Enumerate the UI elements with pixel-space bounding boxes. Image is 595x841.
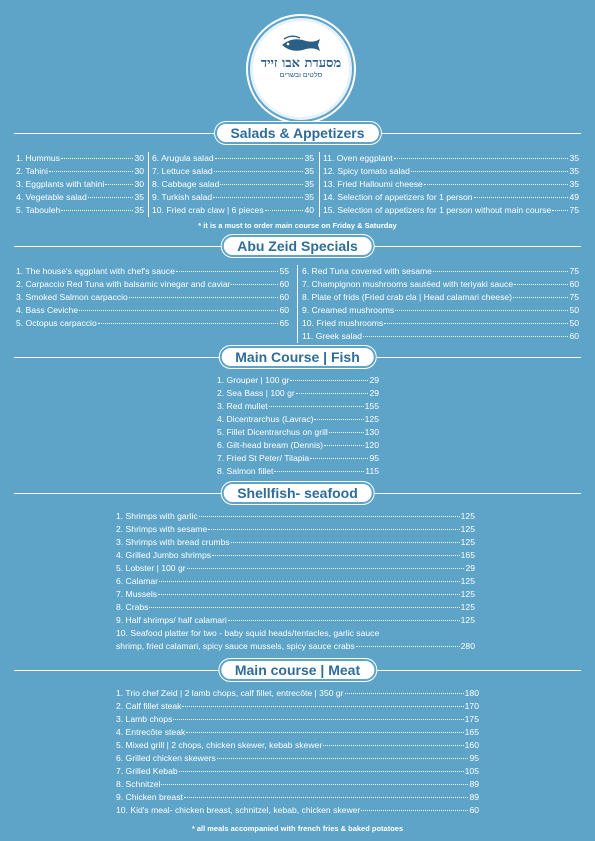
item-price: 125 [460, 589, 475, 599]
item-name: 8. Crabs [116, 602, 149, 612]
dot-leader [159, 581, 460, 582]
column-divider [148, 152, 149, 217]
menu-item [16, 304, 289, 317]
dot-leader [98, 323, 279, 324]
item-price: 75 [569, 266, 579, 276]
menu-item [302, 265, 579, 278]
item-name: 6. Red Tuna covered with sesame [302, 266, 432, 276]
item-price: 60 [469, 805, 479, 815]
dot-leader [79, 310, 278, 311]
item-price: 175 [464, 714, 479, 724]
dot-leader [269, 406, 364, 407]
menu-item [116, 687, 479, 700]
item-price: 65 [279, 318, 289, 328]
dot-leader [213, 197, 303, 198]
item-price: 115 [365, 466, 379, 476]
item-name: 3. Lamb chops [116, 714, 173, 724]
item-price: 280 [460, 641, 475, 651]
item-name: 7. Lettuce salad [152, 166, 213, 176]
item-name: 4. Bass Ceviche [16, 305, 79, 315]
item-price: 75 [569, 205, 579, 215]
section-title: Main course | Meat [221, 661, 374, 679]
dot-leader [228, 620, 460, 621]
item-price: 35 [134, 192, 144, 202]
dot-leader [88, 197, 134, 198]
item-name: 9. Creamed mushrooms [302, 305, 395, 315]
menu-item [116, 700, 479, 713]
menu-item [302, 317, 579, 330]
menu-item [116, 588, 475, 601]
item-name: 5. Mixed grill | 2 chops, chicken skewer, kebab skewer [116, 740, 323, 750]
friday-saturday-note: * it is a must to order main course on Friday & Saturday [198, 221, 397, 230]
item-price: 50 [569, 305, 579, 315]
item-name: 3. Shrimps with bread crumbs [116, 537, 230, 547]
dot-leader [215, 158, 304, 159]
item-price: 125 [460, 511, 475, 521]
dot-leader [184, 797, 469, 798]
menu-item [152, 191, 314, 204]
item-price: 180 [464, 688, 479, 698]
logo-text-sub: סלטים ובשרים [279, 72, 323, 79]
dot-leader [220, 184, 303, 185]
restaurant-logo [250, 18, 352, 120]
item-name: 1. Shrimps with garlic [116, 511, 198, 521]
menu-item [217, 387, 379, 400]
menu-item [302, 278, 579, 291]
item-name: 3. Eggplants with tahini [16, 179, 105, 189]
menu-item [116, 739, 479, 752]
menu-item [217, 439, 379, 452]
item-name: 5. Fillet Dicentrarchus on grill [217, 427, 328, 437]
item-price: 35 [569, 166, 579, 176]
section-title: Abu Zeid Specials [223, 237, 372, 255]
menu-item [116, 562, 475, 575]
menu-item [116, 549, 475, 562]
item-name: 3. Red mullet [217, 401, 268, 411]
dot-leader [433, 271, 569, 272]
section-header-shellfish [0, 484, 595, 504]
salads-column-1 [16, 152, 144, 217]
item-price: 165 [460, 550, 475, 560]
meat-list [116, 687, 479, 817]
dot-leader [105, 184, 133, 185]
item-price: 120 [364, 440, 379, 450]
menu-item [152, 204, 314, 217]
menu-item [116, 523, 475, 536]
dot-leader [395, 310, 568, 311]
item-name: 6. Grilled chicken skewers [116, 753, 216, 763]
dot-leader [424, 184, 569, 185]
dot-leader [411, 171, 568, 172]
dot-leader [161, 784, 468, 785]
menu-item-seafood-platter [116, 627, 475, 640]
dot-leader [356, 646, 460, 647]
item-price: 125 [460, 615, 475, 625]
column-divider [319, 152, 320, 217]
item-name: 3. Smoked Salmon carpaccio [16, 292, 128, 302]
item-name: 12. Spicy tomato salad [323, 166, 410, 176]
item-price: 125 [460, 524, 475, 534]
item-price: 60 [279, 305, 289, 315]
menu-item [323, 191, 579, 204]
menu-item [152, 178, 314, 191]
dot-leader [231, 284, 278, 285]
menu-item [116, 765, 479, 778]
dot-leader [290, 380, 368, 381]
menu-item [116, 804, 479, 817]
dot-leader [296, 393, 369, 394]
menu-item [152, 152, 314, 165]
dot-leader [49, 171, 134, 172]
logo-text-main: מסעדת אבו זייד [260, 56, 342, 71]
item-name: 7. Fried St Peter/ Tilapia [217, 453, 310, 463]
dot-leader [329, 432, 364, 433]
section-title: Main Course | Fish [221, 348, 374, 366]
menu-item [116, 510, 475, 523]
menu-item [116, 614, 475, 627]
item-name: 10. Kid's meal- chicken breast, schnitzel, kebab, chicken skewer [116, 805, 361, 815]
dot-leader [384, 323, 568, 324]
item-price: 75 [569, 292, 579, 302]
dot-leader [182, 706, 463, 707]
menu-item [16, 178, 144, 191]
menu-item [323, 204, 579, 217]
dot-leader [186, 732, 463, 733]
item-name: 9. Turkish salad [152, 192, 213, 202]
menu-item [16, 191, 144, 204]
item-name: 6. Arugula salad [152, 153, 214, 163]
menu-item [217, 465, 379, 478]
dot-leader [61, 158, 134, 159]
item-price: 60 [569, 331, 579, 341]
item-name: 13. Fried Halloumi cheese [323, 179, 423, 189]
dot-leader [129, 297, 279, 298]
item-price: 125 [364, 414, 379, 424]
item-name: 2. Tahini [16, 166, 48, 176]
menu-item [302, 291, 579, 304]
menu-item [16, 152, 144, 165]
menu-item [217, 374, 379, 387]
meals-accompanied-note: * all meals accompanied with french fries & baked potatoes [191, 824, 404, 833]
dot-leader [324, 445, 364, 446]
menu-item [16, 278, 289, 291]
dot-leader [323, 745, 463, 746]
menu-item [116, 791, 479, 804]
item-name: 14. Selection of appetizers for 1 person [323, 192, 473, 202]
fish-list [217, 374, 379, 478]
item-name: 1. Trio chef Zeid | 2 lamb chops, calf fillet, entrecôte | 350 gr [116, 688, 344, 698]
item-name: 7. Mussels [116, 589, 158, 599]
item-name: 8. Salmon fillet [217, 466, 274, 476]
menu-item [217, 452, 379, 465]
item-name: 8. Schnitzel [116, 779, 161, 789]
item-name: 1. Grouper | 100 gr [217, 375, 290, 385]
section-header-fish [0, 348, 595, 368]
item-price: 60 [569, 279, 579, 289]
salads-column-2 [152, 152, 314, 217]
dot-leader [310, 458, 368, 459]
item-price: 30 [134, 166, 144, 176]
item-name: 4. Dicentrarchus (Lavrac) [217, 414, 314, 424]
item-name: 10. Fried crab claw | 6 pieces [152, 205, 264, 215]
dot-leader [474, 197, 569, 198]
fish-icon [278, 35, 324, 55]
dot-leader [514, 284, 568, 285]
dot-leader [158, 594, 460, 595]
item-name: 7. Champignon mushrooms sautéed with teriyaki sauce [302, 279, 514, 289]
section-header-salads [0, 124, 595, 144]
menu-item [116, 575, 475, 588]
item-price: 35 [134, 205, 144, 215]
item-price: 40 [304, 205, 314, 215]
menu-item [116, 601, 475, 614]
menu-item [323, 165, 579, 178]
item-name: 7. Grilled Kebab [116, 766, 178, 776]
section-header-meat [0, 661, 595, 681]
item-name: 5. Lobster | 100 gr [116, 563, 186, 573]
dot-leader [176, 271, 279, 272]
menu-item [323, 178, 579, 191]
dot-leader [179, 771, 464, 772]
dot-leader [513, 297, 568, 298]
salads-column-3 [323, 152, 579, 217]
item-name: 6. Calamar [116, 576, 159, 586]
menu-item [16, 204, 144, 217]
item-name: 6. Gilt-head bream (Dennis) [217, 440, 324, 450]
item-price: 125 [460, 576, 475, 586]
item-name: 5. Tabouleh [16, 205, 61, 215]
item-price: 155 [364, 401, 379, 411]
menu-item [16, 165, 144, 178]
dot-leader [394, 158, 569, 159]
item-price: 55 [279, 266, 289, 276]
item-name: 11. Greek salad [302, 331, 363, 341]
dot-leader [199, 516, 460, 517]
menu-item-seafood-platter-cont [116, 640, 475, 653]
section-header-specials [0, 237, 595, 257]
section-title: Salads & Appetizers [216, 124, 378, 142]
item-price: 35 [304, 153, 314, 163]
item-name: 1. The house's eggplant with chef's sauce [16, 266, 175, 276]
item-price: 29 [369, 388, 379, 398]
item-name: 4. Vegetable salad [16, 192, 87, 202]
menu-item [217, 400, 379, 413]
menu-item [116, 778, 479, 791]
item-name: 10. Fried mushrooms [302, 318, 384, 328]
item-price: 49 [569, 192, 579, 202]
item-name: 1. Hummus [16, 153, 60, 163]
item-price: 35 [304, 166, 314, 176]
dot-leader [274, 471, 364, 472]
item-price: 35 [304, 192, 314, 202]
menu-item [16, 291, 289, 304]
item-price: 30 [134, 153, 144, 163]
dot-leader [361, 810, 468, 811]
menu-item [16, 317, 289, 330]
menu-item [116, 752, 479, 765]
menu-item [16, 265, 289, 278]
item-name: 11. Oven eggplant [323, 153, 393, 163]
item-name: 15. Selection of appetizers for 1 person without main course [323, 205, 552, 215]
item-price: 35 [569, 153, 579, 163]
item-name: 5. Octopus carpaccio [16, 318, 97, 328]
dot-leader [345, 693, 464, 694]
item-price: 165 [464, 727, 479, 737]
item-price: 105 [464, 766, 479, 776]
menu-item [116, 536, 475, 549]
item-price: 125 [460, 537, 475, 547]
dot-leader [552, 210, 568, 211]
item-price: 95 [369, 453, 379, 463]
specials-column-1 [16, 265, 289, 330]
dot-leader [363, 336, 568, 337]
item-price: 29 [465, 563, 475, 573]
dot-leader [231, 542, 460, 543]
item-name: 2. Calf fillet steak [116, 701, 182, 711]
item-price: 29 [369, 375, 379, 385]
menu-item [116, 726, 479, 739]
item-name: 8. Plate of frids (Fried crab cla | Head calamari cheese) [302, 292, 513, 302]
menu-item [302, 330, 579, 343]
item-price: 50 [569, 318, 579, 328]
item-price: 125 [460, 602, 475, 612]
item-price: 35 [304, 179, 314, 189]
dot-leader [217, 758, 469, 759]
item-name: 8. Cabbage salad [152, 179, 220, 189]
dot-leader [214, 171, 304, 172]
item-name: 2. Sea Bass | 100 gr [217, 388, 295, 398]
item-name: 9. Chicken breast [116, 792, 183, 802]
column-divider [297, 265, 298, 343]
section-title: Shellfish- seafood [223, 484, 372, 502]
menu-item [302, 304, 579, 317]
dot-leader [208, 529, 459, 530]
dot-leader [265, 210, 304, 211]
menu-item [217, 426, 379, 439]
item-name: 2. Shrimps with sesame [116, 524, 208, 534]
item-name: 4. Grilled Jumbo shrimps [116, 550, 212, 560]
item-price: 89 [469, 779, 479, 789]
item-price: 35 [569, 179, 579, 189]
dot-leader [149, 607, 459, 608]
item-name: 9. Half shrimps/ half calamari [116, 615, 227, 625]
item-name: 2. Carpaccio Red Tuna with balsamic vinegar and caviar [16, 279, 231, 289]
item-price: 170 [464, 701, 479, 711]
item-price: 60 [279, 279, 289, 289]
menu-item [152, 165, 314, 178]
item-price: 60 [279, 292, 289, 302]
menu-item [217, 413, 379, 426]
item-name: 4. Entrecôte steak [116, 727, 186, 737]
menu-item [116, 713, 479, 726]
dot-leader [212, 555, 460, 556]
dot-leader [173, 719, 463, 720]
menu-item [323, 152, 579, 165]
item-price: 160 [464, 740, 479, 750]
item-price: 95 [469, 753, 479, 763]
shellfish-list [116, 510, 475, 653]
dot-leader [187, 568, 465, 569]
dot-leader [314, 419, 363, 420]
item-price: 130 [364, 427, 379, 437]
item-name: shrimp, fried calamari, spicy sauce mussels, spicy sauce crabs [116, 641, 355, 651]
item-price: 30 [134, 179, 144, 189]
item-name: 10. Seafood platter for two - baby squid heads/tentacles, garlic sauce [116, 628, 380, 638]
item-price: 89 [469, 792, 479, 802]
dot-leader [61, 210, 133, 211]
specials-column-2 [302, 265, 579, 343]
